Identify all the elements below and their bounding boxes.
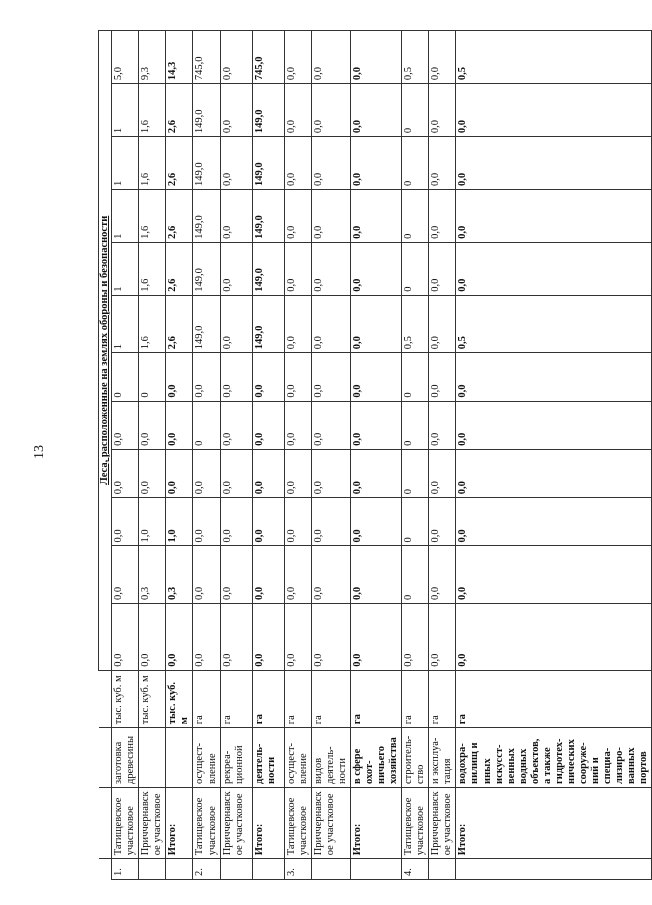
value-cell: 0,0 <box>284 401 311 449</box>
value-cell: 0,0 <box>429 353 456 401</box>
value-cell: 0,0 <box>429 189 456 242</box>
unit-cell: га <box>350 670 401 728</box>
value-cell: 0 <box>402 137 429 190</box>
value-cell: 0 <box>139 353 166 401</box>
location-cell: Приччернавское участковое <box>139 787 166 858</box>
row-number <box>252 859 284 880</box>
section-title: Леса, расположенные на землях обороны и безопасности <box>99 31 112 671</box>
value-cell: 0,0 <box>112 546 139 604</box>
value-cell: 0,0 <box>220 295 252 353</box>
value-cell: 0,0 <box>429 546 456 604</box>
value-cell: 1,0 <box>166 498 193 546</box>
location-cell: Итого: <box>456 787 652 858</box>
value-cell: 0,3 <box>139 546 166 604</box>
value-cell: 0,0 <box>252 449 284 497</box>
value-cell: 0,0 <box>350 31 401 84</box>
location-cell: Итого: <box>166 787 193 858</box>
value-cell: 149,0 <box>193 242 220 295</box>
value-cell: 0,0 <box>284 137 311 190</box>
value-cell: 0,0 <box>252 498 284 546</box>
row-number: 1. <box>112 859 139 880</box>
value-cell: 14,3 <box>166 31 193 84</box>
value-cell: 0,0 <box>429 242 456 295</box>
value-cell: 0,0 <box>193 353 220 401</box>
value-cell: 0,0 <box>456 498 652 546</box>
activity-cell <box>166 728 193 788</box>
value-cell: 0,0 <box>220 603 252 670</box>
value-cell: 0,0 <box>311 498 350 546</box>
value-cell: 0,0 <box>220 546 252 604</box>
activity-cell: осущест-вление <box>284 728 311 788</box>
value-cell: 0,0 <box>311 242 350 295</box>
value-cell: 0,0 <box>311 603 350 670</box>
value-cell: 0,0 <box>284 546 311 604</box>
value-cell: 2,6 <box>166 295 193 353</box>
row-number <box>220 859 252 880</box>
value-cell: 0,0 <box>350 295 401 353</box>
table-row <box>252 31 284 880</box>
value-cell: 0,0 <box>350 449 401 497</box>
value-cell: 0,0 <box>112 401 139 449</box>
value-cell: 0,0 <box>112 603 139 670</box>
row-number: 3. <box>284 859 311 880</box>
location-cell: Татищевское участковое <box>402 787 429 858</box>
value-cell: 0,0 <box>429 401 456 449</box>
value-cell: 0,0 <box>112 498 139 546</box>
value-cell: 0,0 <box>456 84 652 137</box>
value-cell: 0,0 <box>311 401 350 449</box>
value-cell: 149,0 <box>252 242 284 295</box>
value-cell: 0,0 <box>429 603 456 670</box>
value-cell: 0 <box>402 84 429 137</box>
table-row <box>429 31 456 880</box>
row-number <box>429 859 456 880</box>
value-cell: 149,0 <box>193 295 220 353</box>
activity-cell: осущест-вление <box>193 728 220 788</box>
value-cell: 0,0 <box>350 353 401 401</box>
location-cell: Татищевское участковое <box>284 787 311 858</box>
value-cell: 0 <box>402 449 429 497</box>
location-cell: Приччернавское участковое <box>429 787 456 858</box>
value-cell: 0,0 <box>220 353 252 401</box>
table-row <box>311 31 350 880</box>
unit-cell: га <box>193 670 220 728</box>
value-cell: 0 <box>112 353 139 401</box>
value-cell: 0,0 <box>220 242 252 295</box>
value-cell: 0,0 <box>284 189 311 242</box>
row-number <box>139 859 166 880</box>
value-cell: 0,0 <box>252 353 284 401</box>
value-cell: 0 <box>402 498 429 546</box>
value-cell: 0,0 <box>284 603 311 670</box>
value-cell: 1 <box>112 295 139 353</box>
value-cell: 0,0 <box>311 189 350 242</box>
unit-cell: га <box>252 670 284 728</box>
value-cell: 0,0 <box>220 498 252 546</box>
location-cell: Итого: <box>350 787 401 858</box>
value-cell: 1,6 <box>139 189 166 242</box>
value-cell: 0,0 <box>429 31 456 84</box>
value-cell: 0,0 <box>193 546 220 604</box>
value-cell: 0,0 <box>284 31 311 84</box>
activity-cell: заготовка древесины <box>112 728 139 788</box>
value-cell: 0,0 <box>220 31 252 84</box>
value-cell: 0,0 <box>139 401 166 449</box>
value-cell: 0,0 <box>139 449 166 497</box>
value-cell: 149,0 <box>193 84 220 137</box>
value-cell: 0,5 <box>402 295 429 353</box>
activity-cell <box>139 728 166 788</box>
value-cell: 0,0 <box>284 449 311 497</box>
value-cell: 0,5 <box>456 295 652 353</box>
value-cell: 0,0 <box>284 242 311 295</box>
value-cell: 1,6 <box>139 137 166 190</box>
value-cell: 0,0 <box>166 353 193 401</box>
value-cell: 0,0 <box>311 449 350 497</box>
value-cell: 0,0 <box>456 603 652 670</box>
value-cell: 0,0 <box>193 498 220 546</box>
unit-cell: га <box>429 670 456 728</box>
value-cell: 745,0 <box>193 31 220 84</box>
value-cell: 0,0 <box>429 84 456 137</box>
row-number: 2. <box>193 859 220 880</box>
value-cell: 0,0 <box>456 449 652 497</box>
value-cell: 1,6 <box>139 242 166 295</box>
value-cell: 0 <box>402 189 429 242</box>
value-cell: 0,0 <box>429 498 456 546</box>
unit-cell: тыс. куб. м <box>166 670 193 728</box>
activity-cell: видов деятель-ности <box>311 728 350 788</box>
row-number: 4. <box>402 859 429 880</box>
value-cell: 149,0 <box>252 189 284 242</box>
value-cell: 0,0 <box>284 84 311 137</box>
value-cell: 0,0 <box>350 498 401 546</box>
location-cell: Татищевское участковое <box>193 787 220 858</box>
unit-cell: га <box>220 670 252 728</box>
value-cell: 0,0 <box>166 449 193 497</box>
value-cell: 0,0 <box>350 546 401 604</box>
row-number <box>311 859 350 880</box>
value-cell: 1 <box>112 137 139 190</box>
value-cell: 1,6 <box>139 295 166 353</box>
row-number <box>350 859 401 880</box>
value-cell: 0,0 <box>350 242 401 295</box>
value-cell: 149,0 <box>252 84 284 137</box>
table-row <box>139 31 166 880</box>
value-cell: 0 <box>402 242 429 295</box>
value-cell: 0,0 <box>193 603 220 670</box>
value-cell: 1 <box>112 189 139 242</box>
value-cell: 1,6 <box>139 84 166 137</box>
value-cell: 0,0 <box>284 498 311 546</box>
value-cell: 0,0 <box>311 137 350 190</box>
value-cell: 0,0 <box>166 603 193 670</box>
unit-cell: га <box>456 670 652 728</box>
value-cell: 1,0 <box>139 498 166 546</box>
value-cell: 0,0 <box>456 353 652 401</box>
value-cell: 0,0 <box>456 242 652 295</box>
unit-cell: тыс. куб. м <box>112 670 139 728</box>
value-cell: 5,0 <box>112 31 139 84</box>
row-number <box>456 859 652 880</box>
value-cell: 0,0 <box>456 546 652 604</box>
value-cell: 0 <box>402 546 429 604</box>
table-row <box>193 31 220 880</box>
value-cell: 0,0 <box>193 449 220 497</box>
value-cell: 149,0 <box>193 189 220 242</box>
activity-cell: деятель-ности <box>252 728 284 788</box>
value-cell: 0,0 <box>311 353 350 401</box>
table-row <box>402 31 429 880</box>
activity-cell: строитель-ство <box>402 728 429 788</box>
value-cell: 0,0 <box>220 189 252 242</box>
value-cell: 0,5 <box>456 31 652 84</box>
value-cell: 0,0 <box>220 449 252 497</box>
rotated-table-container <box>98 30 650 880</box>
page-number: 13 <box>32 445 47 459</box>
forest-use-table <box>98 30 652 880</box>
value-cell: 0,0 <box>252 603 284 670</box>
value-cell: 149,0 <box>193 137 220 190</box>
location-cell: Приччернавское участковое <box>311 787 350 858</box>
table-row <box>284 31 311 880</box>
value-cell: 9,3 <box>139 31 166 84</box>
row-number <box>166 859 193 880</box>
value-cell: 0,0 <box>311 84 350 137</box>
value-cell: 1 <box>112 242 139 295</box>
value-cell: 745,0 <box>252 31 284 84</box>
value-cell: 0,0 <box>139 603 166 670</box>
value-cell: 0,0 <box>220 137 252 190</box>
value-cell: 0,0 <box>220 401 252 449</box>
value-cell: 0,0 <box>284 353 311 401</box>
value-cell: 0,0 <box>166 401 193 449</box>
value-cell: 0 <box>402 401 429 449</box>
table-row <box>220 31 252 880</box>
table-row <box>350 31 401 880</box>
value-cell: 0,0 <box>311 295 350 353</box>
value-cell: 0,0 <box>429 137 456 190</box>
location-cell: Татищевское участковое <box>112 787 139 858</box>
value-cell: 2,6 <box>166 189 193 242</box>
value-cell: 2,6 <box>166 242 193 295</box>
unit-cell: га <box>402 670 429 728</box>
value-cell: 0,0 <box>350 189 401 242</box>
value-cell: 149,0 <box>252 137 284 190</box>
value-cell: 0,0 <box>350 84 401 137</box>
value-cell: 0,0 <box>429 295 456 353</box>
activity-cell: водохра-нилищ и иных искусст-венных водных объектов, а также гидротех-нических сооруже-ний и специа-лизиро-ванных портов <box>456 728 652 788</box>
value-cell: 0,0 <box>456 401 652 449</box>
value-cell: 0,3 <box>166 546 193 604</box>
unit-cell: тыс. куб. м <box>139 670 166 728</box>
activity-cell: и эксплуа-тация <box>429 728 456 788</box>
value-cell: 0,0 <box>456 137 652 190</box>
value-cell: 0,0 <box>252 401 284 449</box>
location-cell: Приччернавское участковое <box>220 787 252 858</box>
value-cell: 1 <box>112 84 139 137</box>
value-cell: 0,0 <box>350 137 401 190</box>
value-cell: 0,0 <box>402 603 429 670</box>
value-cell: 0,0 <box>350 603 401 670</box>
unit-cell: га <box>284 670 311 728</box>
table-row <box>112 31 139 880</box>
value-cell: 0,0 <box>456 189 652 242</box>
value-cell: 2,6 <box>166 84 193 137</box>
unit-cell: га <box>311 670 350 728</box>
value-cell: 149,0 <box>252 295 284 353</box>
value-cell: 0,0 <box>112 449 139 497</box>
value-cell: 0,0 <box>350 401 401 449</box>
value-cell: 0,0 <box>284 295 311 353</box>
value-cell: 0,0 <box>429 449 456 497</box>
activity-cell: в сфере охот-ничьего хозяйства <box>350 728 401 788</box>
value-cell: 0,0 <box>311 546 350 604</box>
table-row <box>166 31 193 880</box>
value-cell: 0 <box>402 353 429 401</box>
table-row <box>456 31 652 880</box>
value-cell: 0,0 <box>252 546 284 604</box>
value-cell: 0 <box>193 401 220 449</box>
value-cell: 2,6 <box>166 137 193 190</box>
activity-cell: рекреа-ционной <box>220 728 252 788</box>
location-cell: Итого: <box>252 787 284 858</box>
value-cell: 0,5 <box>402 31 429 84</box>
value-cell: 0,0 <box>311 31 350 84</box>
value-cell: 0,0 <box>220 84 252 137</box>
